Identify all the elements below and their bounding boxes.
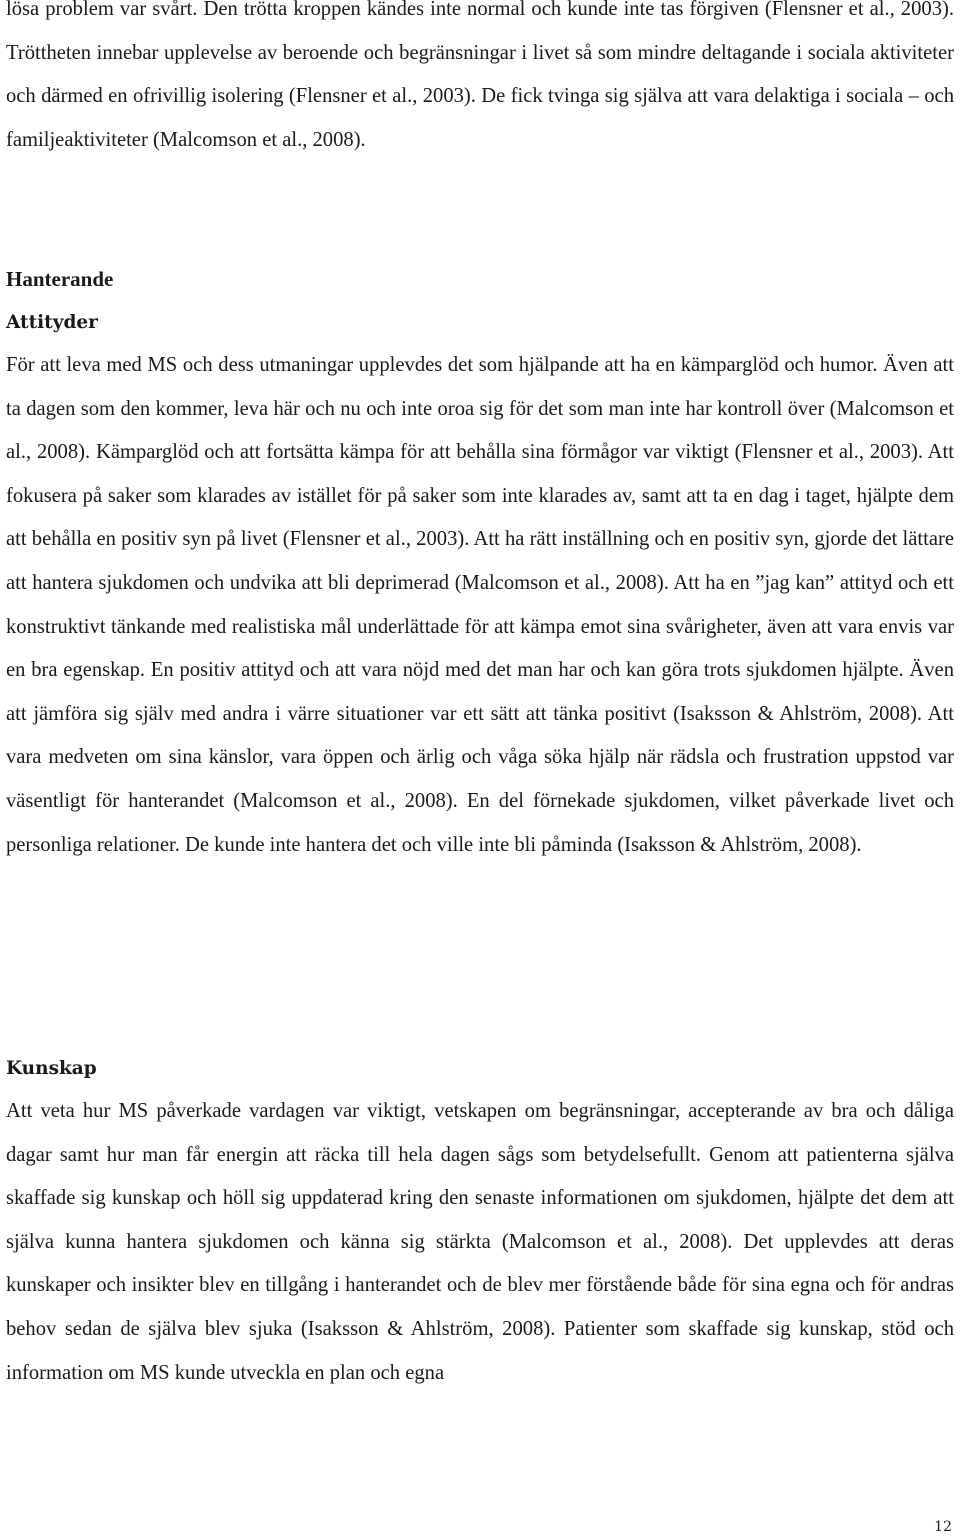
body-paragraph-kunskap: Att veta hur MS påverkade vardagen var viktigt, vetskapen om begränsningar, accepterande av bra och dåliga dagar samt hur man får energin att räcka till hela dagen sågs som betydelsefullt. Genom att patienterna själva skaffade sig kunskap och höll sig uppdaterad kring den senaste informationen om sjukdomen, hjälpte det dem att själva kunna hantera sjukdomen och känna sig stärkta (Malcomson et al., 2008). Det upplevdes att deras kunskaper och insikter blev en tillgång i hanterandet och de blev mer förstående både för sina egna och för andras behov sedan de själva blev sjuka (Isaksson & Ahlström, 2008). Patienter som skaffade sig kunskap, stöd och information om MS kunde utveckla en plan och egna — [6, 1100, 954, 1384]
section-heading: Hanterande — [6, 267, 114, 291]
subsection-heading-kunskap: Kunskap — [6, 1058, 97, 1079]
body-paragraph-attityder: För att leva med MS och dess utmaningar upplevdes det som hjälpande att ha en kämparglöd och humor. Även att ta dagen som den kommer, leva här och nu och inte oroa sig för det som man inte har kontroll över (Malcomson et al., 2008). Kämparglöd och att fortsätta kämpa för att behålla sina förmågor var viktigt (Flensner et al., 2003). Att fokusera på saker som klarades av istället för på saker som inte klarades av, samt att ta en dag i taget, hjälpte dem att behålla en positiv syn på livet (Flensner et al., 2003). Att ha rätt inställning och en positiv syn, gjorde det lättare att hantera sjukdomen och undvika att bli deprimerad (Malcomson et al., 2008). Att ha en ”jag kan” attityd och ett konstruktivt tänkande med realistiska mål underlättade för att kämpa emot sina svårigheter, även att vara envis var en bra egenskap. En positiv attityd och att vara nöjd med det man har och kan göra trots sjukdomen hjälpte. Även att jämföra sig själv med andra i värre situationer var ett sätt att tänka positivt (Isaksson & Ahlström, 2008). Att vara medveten om sina känslor, vara öppen och ärlig och våga söka hjälp när rädsla och frustration uppstod var väsentligt för hanterandet (Malcomson et al., 2008). En del förnekade sjukdomen, vilket påverkade livet och personliga relationer. De kunde inte hantera det och ville inte bli påminda (Isaksson & Ahlström, 2008). — [6, 354, 954, 856]
page-number: 12 — [934, 1519, 952, 1535]
subsection-heading-attityder: Attityder — [6, 312, 98, 333]
body-paragraph-continued: lösa problem var svårt. Den trötta kroppen kändes inte normal och kunde inte tas förgiven (Flensner et al., 2003). Tröttheten innebar upplevelse av beroende och begränsningar i livet så som mindre deltagande i sociala aktiviteter och därmed en ofrivillig isolering (Flensner et al., 2003). De fick tvinga sig själva att vara delaktiga i sociala – och familjeaktiviteter (Malcomson et al., 2008). — [6, 0, 954, 151]
